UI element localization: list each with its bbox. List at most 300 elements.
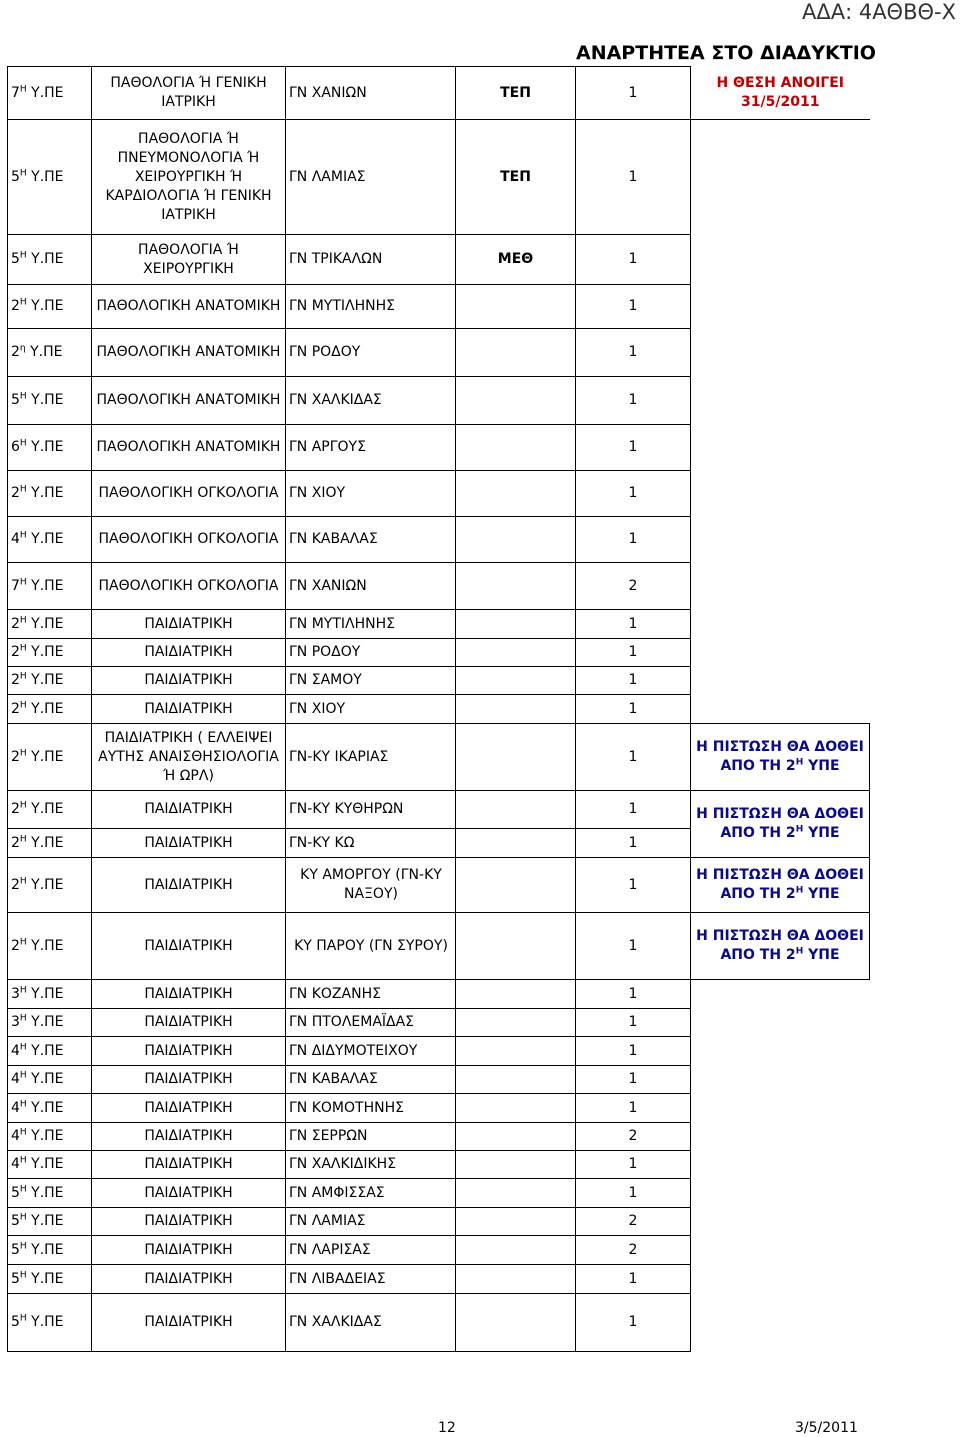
region-cell bbox=[8, 829, 92, 858]
region-cell bbox=[8, 329, 92, 377]
region-suffix: Υ.ΠΕ bbox=[26, 748, 64, 765]
specialty-cell: ΠΑΙΔΙΑΤΡΙΚΗ bbox=[92, 1094, 286, 1123]
table-row bbox=[8, 563, 870, 610]
region-number: 2 bbox=[11, 801, 20, 817]
region-superscript: Η bbox=[19, 1041, 27, 1052]
specialty-cell: ΠΑΙΔΙΑΤΡΙΚΗ bbox=[92, 1208, 286, 1236]
hospital-cell: ΓΝ ΛΑΜΙΑΣ bbox=[286, 120, 456, 235]
region-suffix: Υ.ΠΕ bbox=[26, 1014, 64, 1030]
region-suffix: Υ.ΠΕ bbox=[26, 251, 64, 267]
unit-cell bbox=[456, 724, 576, 791]
region-number: 2 bbox=[11, 644, 20, 660]
table-row bbox=[8, 791, 870, 829]
note-cell bbox=[691, 980, 870, 1009]
region-number: 3 bbox=[11, 1014, 20, 1030]
region-cell bbox=[8, 1208, 92, 1236]
unit-cell bbox=[456, 639, 576, 667]
hospital-cell: ΓΝ ΜΥΤΙΛΗΝΗΣ bbox=[286, 610, 456, 639]
specialty-cell: ΠΑΘΟΛΟΓΙΚΗ ΑΝΑΤΟΜΙΚΗ bbox=[92, 329, 286, 377]
hospital-cell: ΓΝ ΚΑΒΑΛΑΣ bbox=[286, 1066, 456, 1094]
unit-cell bbox=[456, 471, 576, 517]
note-cell bbox=[691, 858, 870, 913]
region-superscript: Η bbox=[19, 1313, 27, 1324]
region-number: 2 bbox=[11, 615, 20, 632]
region-cell bbox=[8, 1009, 92, 1037]
region-suffix: Υ.ΠΕ bbox=[26, 876, 64, 893]
table-row bbox=[8, 1179, 870, 1208]
region-suffix: Υ.ΠΕ bbox=[26, 84, 64, 101]
specialty-cell: ΠΑΘΟΛΟΓΙΑ Ή ΓΕΝΙΚΗ ΙΑΤΡΙΚΗ bbox=[92, 67, 286, 120]
specialty-cell: ΠΑΙΔΙΑΤΡΙΚΗ bbox=[92, 1265, 286, 1294]
unit-cell bbox=[456, 829, 576, 858]
specialty-cell: ΠΑΘΟΛΟΓΙΚΗ ΑΝΑΤΟΜΙΚΗ bbox=[92, 425, 286, 471]
region-cell bbox=[8, 1179, 92, 1208]
note-superscript: Η bbox=[795, 885, 804, 896]
unit-cell bbox=[456, 517, 576, 563]
note-cell bbox=[691, 667, 870, 695]
region-superscript: Η bbox=[19, 699, 27, 710]
note-cell bbox=[691, 1151, 870, 1179]
region-number: 2 bbox=[11, 344, 20, 360]
region-suffix: Υ.ΠΕ bbox=[26, 672, 64, 688]
region-number: 7 bbox=[11, 577, 20, 594]
specialty-cell: ΠΑΘΟΛΟΓΙΚΗ ΟΓΚΟΛΟΓΙΑ bbox=[92, 563, 286, 610]
note-cell bbox=[691, 1208, 870, 1236]
unit-cell bbox=[456, 1294, 576, 1352]
region-cell bbox=[8, 1037, 92, 1066]
table-row bbox=[8, 1066, 870, 1094]
region-suffix: Υ.ΠΕ bbox=[26, 700, 64, 717]
table-row bbox=[8, 1009, 870, 1037]
region-number: 4 bbox=[11, 1128, 20, 1144]
note-cell bbox=[691, 724, 870, 791]
positions-count-cell: 1 bbox=[576, 610, 691, 639]
posting-notice: ΑΝΑΡΤΗΤΕΑ ΣΤΟ ΔΙΑΔΥΚΤΙΟ bbox=[576, 42, 876, 64]
region-number: 5 bbox=[11, 1184, 20, 1201]
hospital-cell: ΓΝ ΧΙΟΥ bbox=[286, 471, 456, 517]
unit-cell: ΤΕΠ bbox=[456, 120, 576, 235]
unit-cell bbox=[456, 1066, 576, 1094]
unit-cell bbox=[456, 1179, 576, 1208]
region-cell bbox=[8, 377, 92, 425]
region-superscript: Η bbox=[19, 614, 27, 625]
hospital-cell: ΚΥ ΑΜΟΡΓΟΥ (ΓΝ-ΚΥ ΝΑΞΟΥ) bbox=[286, 858, 456, 913]
region-cell bbox=[8, 517, 92, 563]
specialty-cell: ΠΑΘΟΛΟΓΙΚΗ ΟΓΚΟΛΟΓΙΑ bbox=[92, 471, 286, 517]
positions-count-cell: 1 bbox=[576, 235, 691, 285]
region-cell bbox=[8, 285, 92, 329]
region-cell bbox=[8, 913, 92, 980]
region-superscript: Η bbox=[19, 875, 27, 886]
region-suffix: Υ.ΠΕ bbox=[26, 577, 64, 594]
note-cell bbox=[691, 913, 870, 980]
region-cell bbox=[8, 1294, 92, 1352]
region-superscript: Η bbox=[19, 800, 27, 811]
region-number: 2 bbox=[11, 298, 20, 314]
positions-count-cell: 1 bbox=[576, 1179, 691, 1208]
hospital-cell: ΓΝ ΔΙΔΥΜΟΤΕΙΧΟΥ bbox=[286, 1037, 456, 1066]
region-number: 5 bbox=[11, 1270, 20, 1287]
positions-count-cell: 2 bbox=[576, 1123, 691, 1151]
region-cell bbox=[8, 724, 92, 791]
specialty-cell: ΠΑΘΟΛΟΓΙΚΗ ΟΓΚΟΛΟΓΙΑ bbox=[92, 517, 286, 563]
table-row bbox=[8, 1094, 870, 1123]
table-row bbox=[8, 425, 870, 471]
region-suffix: Υ.ΠΕ bbox=[25, 344, 63, 360]
region-number: 5 bbox=[11, 168, 20, 185]
hospital-cell: ΓΝ ΚΟΖΑΝΗΣ bbox=[286, 980, 456, 1009]
unit-cell bbox=[456, 695, 576, 724]
region-superscript: Η bbox=[19, 1183, 27, 1194]
note-superscript: Η bbox=[795, 824, 804, 835]
table-row bbox=[8, 724, 870, 791]
specialty-cell: ΠΑΙΔΙΑΤΡΙΚΗ bbox=[92, 980, 286, 1009]
region-suffix: Υ.ΠΕ bbox=[26, 531, 64, 547]
positions-count-cell: 1 bbox=[576, 667, 691, 695]
region-cell bbox=[8, 1151, 92, 1179]
region-number: 2 bbox=[11, 672, 20, 688]
region-superscript: Η bbox=[19, 984, 27, 995]
region-number: 2 bbox=[11, 876, 20, 893]
hospital-cell: ΓΝ ΧΙΟΥ bbox=[286, 695, 456, 724]
region-superscript: Η bbox=[19, 1269, 27, 1280]
region-cell bbox=[8, 235, 92, 285]
table-row bbox=[8, 1151, 870, 1179]
note-cell bbox=[691, 610, 870, 639]
hospital-cell: ΓΝ-ΚΥ ΙΚΑΡΙΑΣ bbox=[286, 724, 456, 791]
region-superscript: Η bbox=[19, 671, 27, 682]
region-superscript: Η bbox=[19, 1098, 27, 1109]
region-number: 7 bbox=[11, 84, 20, 101]
note-text: Η ΠΙΣΤΩΣΗ ΘΑ ΔΟΘΕΙ ΑΠΟ ΤΗ 2 bbox=[696, 867, 864, 902]
unit-cell bbox=[456, 791, 576, 829]
region-superscript: Η bbox=[19, 576, 27, 587]
region-superscript: Η bbox=[19, 936, 27, 947]
note-text: ΥΠΕ bbox=[803, 886, 840, 902]
table-row bbox=[8, 1236, 870, 1265]
region-superscript: Η bbox=[19, 1155, 27, 1166]
note-cell: Η ΘΕΣΗ ΑΝΟΙΓΕΙ 31/5/2011 bbox=[691, 67, 870, 120]
hospital-cell: ΓΝ ΛΙΒΑΔΕΙΑΣ bbox=[286, 1265, 456, 1294]
unit-cell bbox=[456, 1236, 576, 1265]
note-cell bbox=[691, 1037, 870, 1066]
specialty-cell: ΠΑΙΔΙΑΤΡΙΚΗ bbox=[92, 1179, 286, 1208]
region-superscript: Η bbox=[19, 833, 27, 844]
table-row bbox=[8, 667, 870, 695]
hospital-cell: ΓΝ ΑΜΦΙΣΣΑΣ bbox=[286, 1179, 456, 1208]
hospital-cell: ΓΝ-ΚΥ ΚΩ bbox=[286, 829, 456, 858]
positions-count-cell: 1 bbox=[576, 425, 691, 471]
note-text: Η ΠΙΣΤΩΣΗ ΘΑ ΔΟΘΕΙ ΑΠΟ ΤΗ 2 bbox=[696, 806, 864, 841]
positions-count-cell: 1 bbox=[576, 829, 691, 858]
unit-cell bbox=[456, 1151, 576, 1179]
specialty-cell: ΠΑΙΔΙΑΤΡΙΚΗ bbox=[92, 1009, 286, 1037]
hospital-cell: ΓΝ ΠΤΟΛΕΜΑΪΔΑΣ bbox=[286, 1009, 456, 1037]
positions-count-cell: 1 bbox=[576, 724, 691, 791]
specialty-cell: ΠΑΙΔΙΑΤΡΙΚΗ bbox=[92, 1123, 286, 1151]
note-cell bbox=[691, 695, 870, 724]
region-number: 5 bbox=[11, 1314, 20, 1330]
region-superscript: Η bbox=[19, 250, 27, 261]
region-superscript: Η bbox=[19, 438, 27, 449]
unit-cell bbox=[456, 1265, 576, 1294]
note-text: Η ΠΙΣΤΩΣΗ ΘΑ ΔΟΘΕΙ ΑΠΟ ΤΗ 2 bbox=[696, 928, 864, 963]
table-row bbox=[8, 517, 870, 563]
hospital-cell: ΓΝ ΑΡΓΟΥΣ bbox=[286, 425, 456, 471]
unit-cell bbox=[456, 1123, 576, 1151]
region-superscript: η bbox=[19, 343, 26, 354]
region-suffix: Υ.ΠΕ bbox=[26, 1128, 64, 1144]
positions-count-cell: 1 bbox=[576, 1094, 691, 1123]
note-cell bbox=[691, 1294, 870, 1352]
note-cell bbox=[691, 1123, 870, 1151]
note-cell bbox=[691, 425, 870, 471]
region-suffix: Υ.ΠΕ bbox=[26, 485, 64, 501]
note-cell bbox=[691, 1009, 870, 1037]
region-cell bbox=[8, 425, 92, 471]
unit-cell bbox=[456, 610, 576, 639]
region-number: 5 bbox=[11, 251, 20, 267]
hospital-cell: ΓΝ ΛΑΡΙΣΑΣ bbox=[286, 1236, 456, 1265]
positions-count-cell: 1 bbox=[576, 639, 691, 667]
specialty-cell: ΠΑΙΔΙΑΤΡΙΚΗ bbox=[92, 858, 286, 913]
note-text: ΥΠΕ bbox=[803, 825, 840, 841]
note-cell bbox=[691, 235, 870, 285]
specialty-cell: ΠΑΙΔΙΑΤΡΙΚΗ bbox=[92, 610, 286, 639]
positions-count-cell: 1 bbox=[576, 1294, 691, 1352]
note-cell bbox=[691, 377, 870, 425]
specialty-cell: ΠΑΙΔΙΑΤΡΙΚΗ bbox=[92, 639, 286, 667]
region-cell bbox=[8, 667, 92, 695]
table-row bbox=[8, 67, 870, 120]
note-superscript: Η bbox=[795, 757, 804, 768]
table-row bbox=[8, 639, 870, 667]
table-row bbox=[8, 695, 870, 724]
note-cell bbox=[691, 517, 870, 563]
positions-count-cell: 1 bbox=[576, 471, 691, 517]
table-row bbox=[8, 1037, 870, 1066]
page-number: 12 bbox=[438, 1420, 456, 1436]
unit-cell bbox=[456, 377, 576, 425]
region-suffix: Υ.ΠΕ bbox=[26, 644, 64, 660]
region-cell bbox=[8, 1265, 92, 1294]
positions-count-cell: 1 bbox=[576, 1066, 691, 1094]
region-number: 2 bbox=[11, 700, 20, 717]
positions-count-cell: 1 bbox=[576, 329, 691, 377]
specialty-cell: ΠΑΘΟΛΟΓΙΚΗ ΑΝΑΤΟΜΙΚΗ bbox=[92, 377, 286, 425]
region-number: 4 bbox=[11, 1156, 20, 1172]
region-cell bbox=[8, 1236, 92, 1265]
region-superscript: Η bbox=[19, 83, 27, 94]
region-cell bbox=[8, 695, 92, 724]
region-suffix: Υ.ΠΕ bbox=[26, 1270, 64, 1287]
region-number: 6 bbox=[11, 439, 20, 455]
region-suffix: Υ.ΠΕ bbox=[26, 937, 64, 954]
specialty-cell: ΠΑΘΟΛΟΓΙΑ Ή ΧΕΙΡΟΥΡΓΙΚΗ bbox=[92, 235, 286, 285]
table-row bbox=[8, 858, 870, 913]
region-number: 2 bbox=[11, 748, 20, 765]
unit-cell bbox=[456, 1009, 576, 1037]
positions-count-cell: 1 bbox=[576, 120, 691, 235]
note-cell bbox=[691, 563, 870, 610]
hospital-cell: ΓΝ ΜΥΤΙΛΗΝΗΣ bbox=[286, 285, 456, 329]
region-cell bbox=[8, 858, 92, 913]
hospital-cell: ΓΝ ΧΑΝΙΩΝ bbox=[286, 67, 456, 120]
region-number: 5 bbox=[11, 392, 20, 408]
region-suffix: Υ.ΠΕ bbox=[26, 1184, 64, 1201]
specialty-cell: ΠΑΘΟΛΟΓΙΑ Ή ΠΝΕΥΜΟΝΟΛΟΓΙΑ Ή ΧΕΙΡΟΥΡΓΙΚΗ Ή ΚΑΡΔΙΟΛΟΓΙΑ Ή ΓΕΝΙΚΗ ΙΑΤΡΙΚΗ bbox=[92, 120, 286, 235]
specialty-cell: ΠΑΙΔΙΑΤΡΙΚΗ bbox=[92, 1294, 286, 1352]
region-superscript: Η bbox=[19, 747, 27, 758]
note-cell bbox=[691, 285, 870, 329]
region-cell bbox=[8, 639, 92, 667]
region-superscript: Η bbox=[19, 167, 27, 178]
region-number: 5 bbox=[11, 1213, 20, 1229]
note-superscript: Η bbox=[795, 946, 804, 957]
specialty-cell: ΠΑΙΔΙΑΤΡΙΚΗ bbox=[92, 829, 286, 858]
table-row bbox=[8, 285, 870, 329]
region-number: 4 bbox=[11, 1099, 20, 1116]
unit-cell bbox=[456, 913, 576, 980]
table-row bbox=[8, 1265, 870, 1294]
specialty-cell: ΠΑΙΔΙΑΤΡΙΚΗ ( ΕΛΛΕΙΨΕΙ ΑΥΤΗΣ ΑΝΑΙΣΘΗΣΙΟΛΟΓΙΑ Ή ΩΡΛ) bbox=[92, 724, 286, 791]
positions-count-cell: 2 bbox=[576, 1236, 691, 1265]
region-suffix: Υ.ΠΕ bbox=[26, 615, 64, 632]
positions-count-cell: 1 bbox=[576, 1151, 691, 1179]
region-number: 4 bbox=[11, 1042, 20, 1059]
hospital-cell: ΓΝ ΧΑΛΚΙΔΑΣ bbox=[286, 1294, 456, 1352]
unit-cell bbox=[456, 980, 576, 1009]
table-row bbox=[8, 471, 870, 517]
unit-cell: ΜΕΘ bbox=[456, 235, 576, 285]
positions-count-cell: 2 bbox=[576, 563, 691, 610]
positions-count-cell: 1 bbox=[576, 285, 691, 329]
table-row bbox=[8, 1208, 870, 1236]
ada-code: ΑΔΑ: 4ΑΘΒΘ-Χ bbox=[801, 0, 956, 24]
region-superscript: Η bbox=[19, 1240, 27, 1251]
unit-cell bbox=[456, 425, 576, 471]
positions-count-cell: 1 bbox=[576, 377, 691, 425]
note-cell bbox=[691, 639, 870, 667]
unit-cell bbox=[456, 1094, 576, 1123]
region-suffix: Υ.ΠΕ bbox=[26, 801, 64, 817]
region-suffix: Υ.ΠΕ bbox=[26, 168, 64, 185]
positions-count-cell: 1 bbox=[576, 695, 691, 724]
note-cell bbox=[691, 120, 870, 235]
specialty-cell: ΠΑΙΔΙΑΤΡΙΚΗ bbox=[92, 1066, 286, 1094]
hospital-cell: ΓΝ ΧΑΛΚΙΔΙΚΗΣ bbox=[286, 1151, 456, 1179]
region-superscript: Η bbox=[19, 484, 27, 495]
unit-cell: ΤΕΠ bbox=[456, 67, 576, 120]
region-suffix: Υ.ΠΕ bbox=[26, 1042, 64, 1059]
positions-count-cell: 2 bbox=[576, 1208, 691, 1236]
region-number: 2 bbox=[11, 485, 20, 501]
specialty-cell: ΠΑΙΔΙΑΤΡΙΚΗ bbox=[92, 695, 286, 724]
note-cell bbox=[691, 329, 870, 377]
positions-count-cell: 1 bbox=[576, 791, 691, 829]
hospital-cell: ΓΝ-ΚΥ ΚΥΘΗΡΩΝ bbox=[286, 791, 456, 829]
table-row bbox=[8, 913, 870, 980]
positions-count-cell: 1 bbox=[576, 858, 691, 913]
region-cell bbox=[8, 471, 92, 517]
note-cell bbox=[691, 1094, 870, 1123]
note-cell bbox=[691, 791, 870, 858]
specialty-cell: ΠΑΘΟΛΟΓΙΚΗ ΑΝΑΤΟΜΙΚΗ bbox=[92, 285, 286, 329]
region-suffix: Υ.ΠΕ bbox=[26, 1314, 64, 1330]
note-cell bbox=[691, 471, 870, 517]
hospital-cell: ΓΝ ΚΑΒΑΛΑΣ bbox=[286, 517, 456, 563]
region-suffix: Υ.ΠΕ bbox=[26, 392, 64, 408]
table-row bbox=[8, 1294, 870, 1352]
hospital-cell: ΓΝ ΧΑΝΙΩΝ bbox=[286, 563, 456, 610]
region-cell bbox=[8, 980, 92, 1009]
table-row bbox=[8, 120, 870, 235]
footer-date: 3/5/2011 bbox=[795, 1420, 858, 1436]
region-number: 4 bbox=[11, 1071, 20, 1087]
region-number: 3 bbox=[11, 985, 20, 1002]
unit-cell bbox=[456, 285, 576, 329]
note-text: Η ΠΙΣΤΩΣΗ ΘΑ ΔΟΘΕΙ ΑΠΟ ΤΗ 2 bbox=[696, 739, 864, 774]
region-cell bbox=[8, 563, 92, 610]
region-superscript: Η bbox=[19, 391, 27, 402]
specialty-cell: ΠΑΙΔΙΑΤΡΙΚΗ bbox=[92, 791, 286, 829]
hospital-cell: ΓΝ ΧΑΛΚΙΔΑΣ bbox=[286, 377, 456, 425]
note-cell bbox=[691, 1066, 870, 1094]
specialty-cell: ΠΑΙΔΙΑΤΡΙΚΗ bbox=[92, 913, 286, 980]
positions-count-cell: 1 bbox=[576, 517, 691, 563]
region-cell bbox=[8, 120, 92, 235]
table-row bbox=[8, 1123, 870, 1151]
specialty-cell: ΠΑΙΔΙΑΤΡΙΚΗ bbox=[92, 1236, 286, 1265]
hospital-cell: ΚΥ ΠΑΡΟΥ (ΓΝ ΣΥΡΟΥ) bbox=[286, 913, 456, 980]
hospital-cell: ΓΝ ΛΑΜΙΑΣ bbox=[286, 1208, 456, 1236]
positions-table bbox=[7, 66, 870, 1352]
table-row bbox=[8, 377, 870, 425]
region-number: 2 bbox=[11, 937, 20, 954]
region-superscript: Η bbox=[19, 643, 27, 654]
specialty-cell: ΠΑΙΔΙΑΤΡΙΚΗ bbox=[92, 667, 286, 695]
note-cell bbox=[691, 1236, 870, 1265]
region-suffix: Υ.ΠΕ bbox=[26, 1241, 64, 1258]
region-suffix: Υ.ΠΕ bbox=[26, 1156, 64, 1172]
region-superscript: Η bbox=[19, 1212, 27, 1223]
positions-count-cell: 1 bbox=[576, 913, 691, 980]
unit-cell bbox=[456, 667, 576, 695]
region-cell bbox=[8, 67, 92, 120]
unit-cell bbox=[456, 858, 576, 913]
positions-count-cell: 1 bbox=[576, 1037, 691, 1066]
region-cell bbox=[8, 791, 92, 829]
hospital-cell: ΓΝ ΡΟΔΟΥ bbox=[286, 639, 456, 667]
positions-count-cell: 1 bbox=[576, 1265, 691, 1294]
table-row bbox=[8, 329, 870, 377]
table-row bbox=[8, 235, 870, 285]
table-row bbox=[8, 610, 870, 639]
region-suffix: Υ.ΠΕ bbox=[26, 298, 64, 314]
region-suffix: Υ.ΠΕ bbox=[26, 1213, 64, 1229]
note-cell bbox=[691, 1265, 870, 1294]
region-cell bbox=[8, 1094, 92, 1123]
region-suffix: Υ.ΠΕ bbox=[26, 1099, 64, 1116]
note-cell bbox=[691, 1179, 870, 1208]
positions-count-cell: 1 bbox=[576, 67, 691, 120]
region-suffix: Υ.ΠΕ bbox=[26, 439, 64, 455]
region-cell bbox=[8, 1123, 92, 1151]
region-superscript: Η bbox=[19, 530, 27, 541]
specialty-cell: ΠΑΙΔΙΑΤΡΙΚΗ bbox=[92, 1151, 286, 1179]
positions-count-cell: 1 bbox=[576, 1009, 691, 1037]
note-text: ΥΠΕ bbox=[803, 947, 840, 963]
